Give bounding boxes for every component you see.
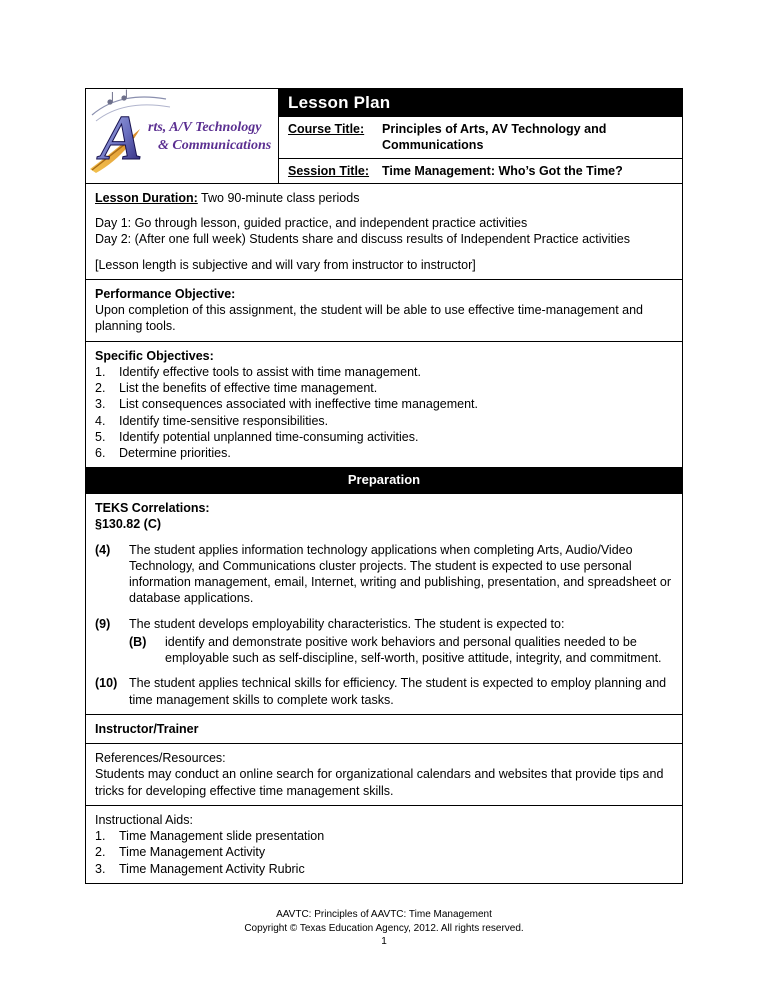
- references-section: [86, 743, 682, 805]
- aavtc-logo: [86, 89, 279, 183]
- aavtc-logo-graphic: [86, 89, 278, 177]
- objective-text: Identify potential unplanned time-consuming activities.: [119, 429, 419, 444]
- header-row: [86, 89, 682, 183]
- lesson-duration-line: [95, 190, 673, 206]
- references-label: References/Resources:: [95, 751, 226, 766]
- instructor-trainer-label: Instructor/Trainer: [95, 721, 199, 736]
- specific-objectives-section: [86, 341, 682, 468]
- course-title-label: Course Title:: [288, 122, 365, 137]
- footer-line2: Copyright © Texas Education Agency, 2012. All rights reserved.: [244, 922, 524, 934]
- teks-item-number: (4): [95, 542, 111, 557]
- session-title-label: Session Title:: [288, 163, 370, 178]
- objective-number: 3.: [95, 397, 106, 412]
- course-title-value: Principles of Arts, AV Technology and Communications: [382, 122, 607, 153]
- aid-text: Time Management slide presentation: [119, 829, 325, 844]
- music-note-2: [121, 95, 126, 100]
- course-title-row: [279, 117, 682, 158]
- lesson-plan-table: [85, 88, 683, 884]
- logo-text-line1: rts, A/V Technology: [148, 120, 262, 135]
- aid-text: Time Management Activity: [119, 845, 266, 860]
- preparation-bar-row: [86, 467, 682, 493]
- objective-number: 4.: [95, 413, 106, 428]
- lesson-duration-text: Two 90-minute class periods: [201, 190, 360, 205]
- logo-text-line2: & Communications: [158, 138, 272, 153]
- day1-text: Day 1: Go through lesson, guided practice, and independent practice activities: [95, 216, 528, 231]
- teks-code: §130.82 (C): [95, 517, 162, 532]
- objective-number: 2.: [95, 381, 106, 396]
- page-footer: [0, 908, 768, 949]
- instructor-trainer-section: [86, 714, 682, 743]
- logo-letter-a: A: [100, 102, 143, 173]
- teks-sub-item-text: identify and demonstrate positive work behaviors and personal qualities needed to be employable such as self-discipline, self-worth, positive attitude, integrity, and commitment.: [165, 634, 662, 666]
- header-right: [279, 89, 682, 183]
- performance-objective-text: Upon completion of this assignment, the student will be able to use effective time-management and planning tools.: [95, 303, 643, 334]
- aid-item: [95, 828, 673, 844]
- instructional-aids-label: Instructional Aids:: [95, 812, 193, 827]
- aid-item: [95, 861, 673, 877]
- aid-number: 2.: [95, 845, 106, 860]
- document-title: Lesson Plan: [279, 89, 682, 117]
- lesson-length-note: [Lesson length is subjective and will vary from instructor to instructor]: [95, 257, 476, 272]
- instructional-aids-section: [86, 805, 682, 883]
- teks-label: TEKS Correlations:: [95, 501, 210, 516]
- aid-item: [95, 844, 673, 860]
- session-title-value: Time Management: Who’s Got the Time?: [382, 163, 623, 178]
- specific-objectives-label: Specific Objectives:: [95, 348, 214, 363]
- teks-item-text: The student develops employability characteristics. The student is expected to:: [129, 616, 565, 631]
- objective-item: [95, 445, 673, 461]
- objective-item: [95, 396, 673, 412]
- objective-text: Identify effective tools to assist with time management.: [119, 364, 421, 379]
- objective-text: List consequences associated with ineffective time management.: [119, 397, 478, 412]
- objective-item: [95, 429, 673, 445]
- objective-item: [95, 413, 673, 429]
- references-text: Students may conduct an online search for organizational calendars and websites that provide tips and tricks for developing effective time management skills.: [95, 767, 664, 798]
- teks-item-text: The student applies technical skills for efficiency. The student is expected to employ planning and time management skills to complete work tasks.: [129, 676, 667, 707]
- footer-page-number: 1: [381, 936, 387, 947]
- teks-sub-item-number: (B): [129, 634, 147, 649]
- teks-item: [95, 616, 673, 632]
- preparation-section-title: Preparation: [86, 468, 682, 493]
- teks-item-number: (10): [95, 676, 118, 691]
- teks-item: [95, 542, 673, 607]
- teks-item-text: The student applies information technology applications when completing Arts, Audio/Video Technology, and Communications cluster projects. The student is expected to use personal information management, email, Internet, writing and publishing, presentation, and spreadsheet or database applications.: [129, 542, 671, 606]
- objective-text: List the benefits of effective time management.: [119, 381, 378, 396]
- objective-number: 6.: [95, 446, 106, 461]
- session-title-row: [279, 158, 682, 183]
- objective-item: [95, 380, 673, 396]
- lesson-duration-label: Lesson Duration:: [95, 190, 198, 205]
- aid-number: 3.: [95, 861, 106, 876]
- objective-text: Identify time-sensitive responsibilities.: [119, 413, 329, 428]
- teks-item: [95, 675, 673, 708]
- objective-number: 5.: [95, 429, 106, 444]
- day2-text: Day 2: (After one full week) Students share and discuss results of Independent Practice activities: [95, 232, 630, 247]
- performance-objective-label: Performance Objective:: [95, 286, 236, 301]
- aid-number: 1.: [95, 829, 106, 844]
- aid-text: Time Management Activity Rubric: [119, 861, 305, 876]
- objective-number: 1.: [95, 364, 106, 379]
- footer-line1: AAVTC: Principles of AAVTC: Time Management: [276, 909, 492, 920]
- performance-objective-section: [86, 279, 682, 341]
- objective-text: Determine priorities.: [119, 446, 231, 461]
- teks-section: [86, 493, 682, 714]
- objective-item: [95, 364, 673, 380]
- teks-item-number: (9): [95, 616, 111, 631]
- teks-sub-item: [129, 634, 673, 667]
- lesson-duration-section: [86, 183, 682, 279]
